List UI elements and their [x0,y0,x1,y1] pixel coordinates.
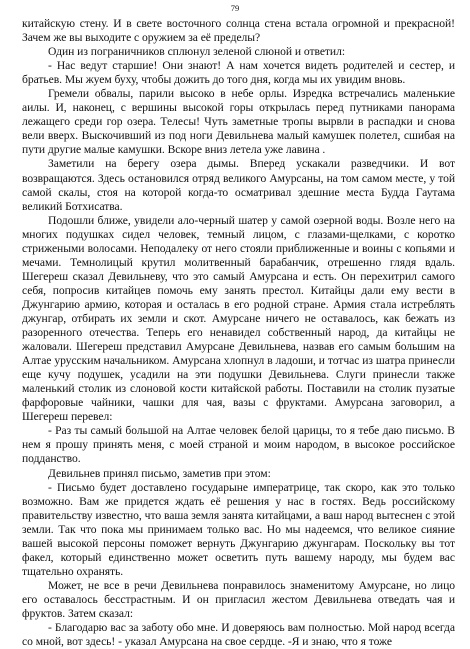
paragraph: - Нас ведут старшие! Они знают! А нам хочется видеть родителей и сестер, и братьев. Мы жуем буху, чтобы дожить до того дня, когда мы их увидим вновь. [22,59,455,87]
paragraph: Один из пограничников сплюнул зеленой слюной и ответил: [48,45,345,59]
paragraph: - Раз ты самый большой на Алтае человек белой царицы, то я тебе даю письмо. В нем я прошу принять меня, с моей страной и моим народом, в высокое российское подданство. [22,424,455,466]
paragraph: Подошли ближе, увидели ало-черный шатер у самой озерной воды. Возле него на многих подушках сидел человек, темный лицом, с глазами-щелками, с коротко стрижеными волосами. Неподалеку от него стояли приближенные и воины с копьями и мечами. Темнолицый крутил молитвенный барабанчик, отрешенно глядя вдаль. Шегереш сказал Девильневу, что это самый Амурсана и есть. Он перехитрил самого себя, попросив китайцев помочь ему занять престол. Китайцы дали ему вести в Джунгарию армию, которая и осталась в его родной стране. Армия стала истреблять джунгар, отбирать их земли и скот. Амурсане ничего не оставалось, как бежать из разоренного отечества. Теперь его ненавидел собственный народ, да китайцы не жаловали. Шегереш представил Амурсане Девильнева, назвав его самым большим на Алтае урусским начальником. Амурсана хлопнул в ладоши, и тотчас из шатра принесли еще кучу подушек, усадили на эти подушки Девильнева. Слуги принесли также маленький столик из слоновой кости китайской работы. Поставили на столик пузатые фарфоровые чайники, чашки для чая, вазы с фруктами. Амурсана заговорил, а Шегереш перевел: [22,213,455,424]
page-number: 79 [230,3,240,13]
paragraph-continuation: китайскую стену. И в свете восточного солнца стена встала огромной и прекрасной! Зачем же вы выходите с оружием за её пределы? [22,17,455,45]
paragraph: - Благодарю вас за заботу обо мне. И доверяюсь вам полностью. Мой народ всегда со мной, вот здесь! - указал Амурсана на свое сердце. -Я и знаю, что я тоже [22,621,455,649]
paragraph: - Письмо будет доставлено государыне императрице, так скоро, как это только возможно. Вам же придется ждать её решения у нас в гостях. Ведь российскому правительству известно, что ваша земля занята китайцами, а ваш народ вытеснен с этой земли. Так что пока мы принимаем только вас. Но мы надеемся, что великое сияние вашей высокой персоны поможет вернуть Джунгарию джунгарам. Поскольку вы тот факел, который единственно может осветить путь вашему народу, мы будем вас тщательно охранять. [22,480,455,578]
paragraph: Заметили на берегу озера дымы. Вперед ускакали разведчики. И вот возвращаются. Здесь остановился отряд великого Амурсаны, на том самом месте, у той самой скалы, стоя на которой когда-то осматривал здешние места Будда Гаутама великий Ботхисатва. [22,157,455,213]
page-text-body [22,17,455,649]
paragraph: Гремели обвалы, парили высоко в небе орлы. Изредка встречались маленькие аилы. И, наконец, с вершины высокой горы открылась перед путниками панорама лежащего среди гор озера. Телесы! Чуть заметные тропы вырвли в распадки и снова вели вверх. Выскочивший из под ноги Девильнева малый камушек полетел, сшибая на пути другие малые камушки. Вскоре вниз летела уже лавина . [22,87,455,157]
paragraph: Девильнев принял письмо, заметив при этом: [48,466,271,480]
paragraph: Может, не все в речи Девильнева понравилось знаменитому Амурсане, но лицо его оставалось бесстрастным. И он пригласил жестом Девильнева отведать чая и фруктов. Затем сказал: [22,578,455,620]
